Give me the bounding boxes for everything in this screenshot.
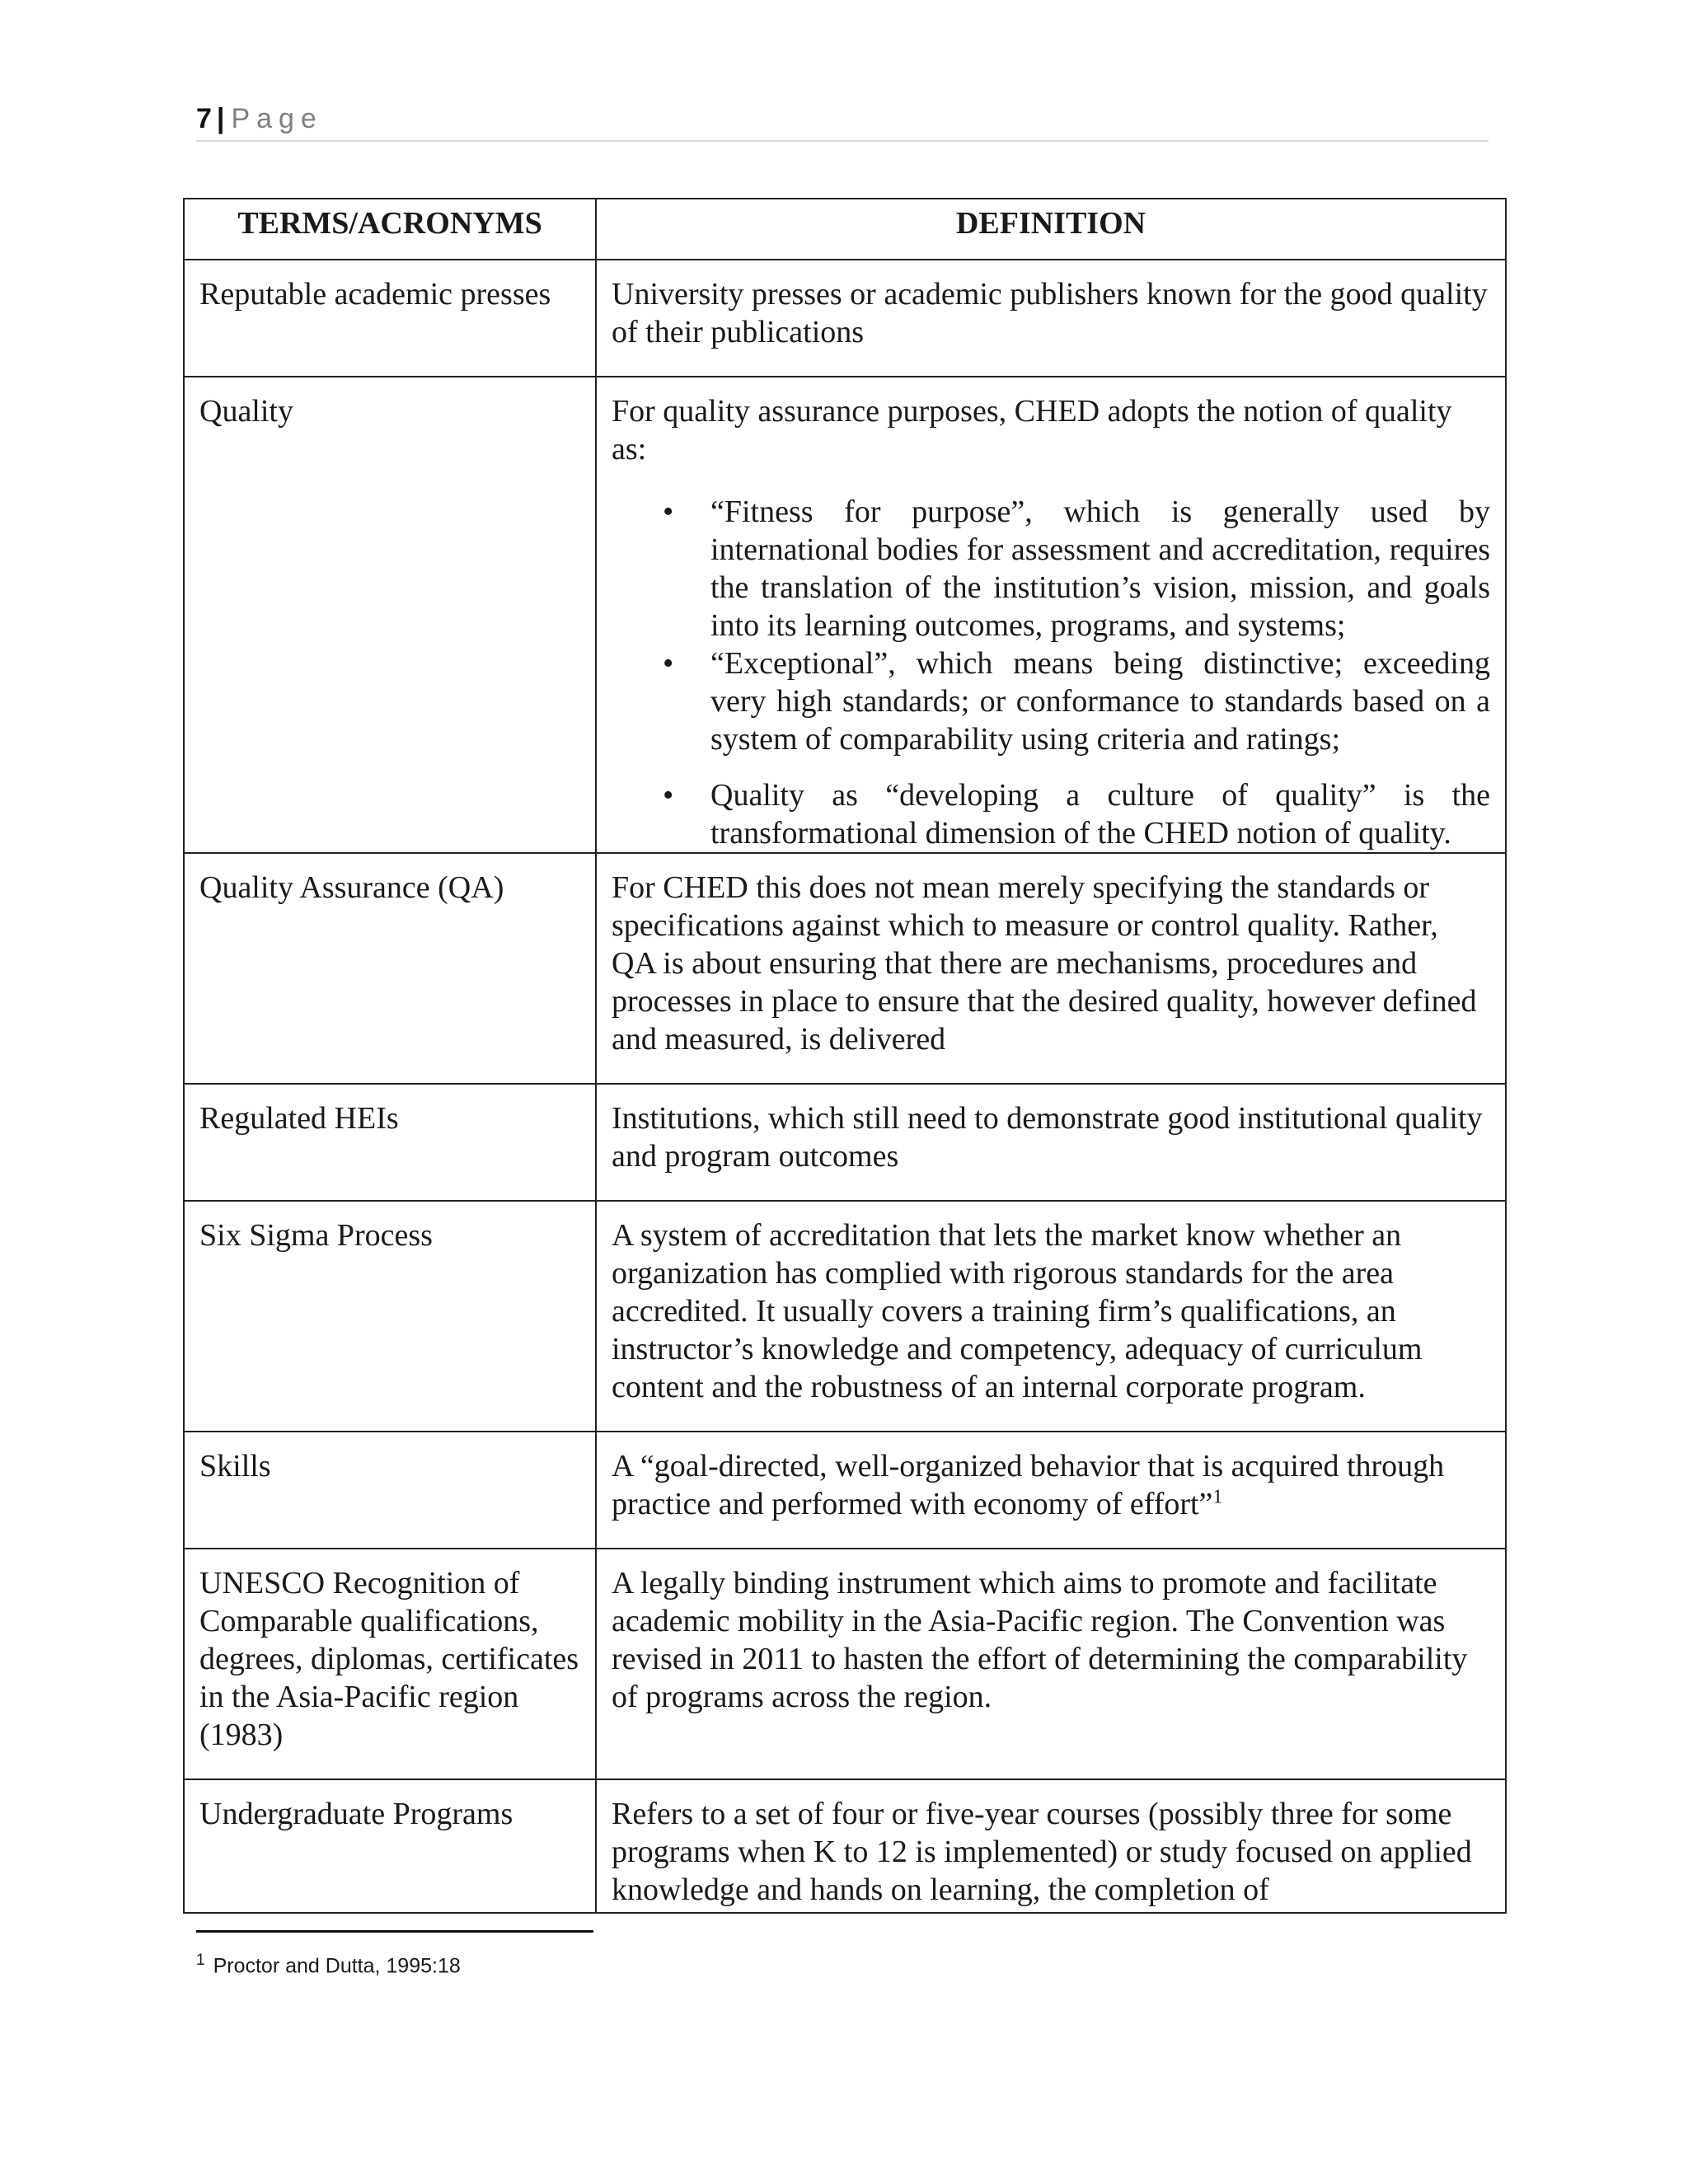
term-cell: Reputable academic presses	[184, 260, 596, 377]
definition-cell: Refers to a set of four or five-year courses (possibly three for some programs when K to 12 is implemented) or study focused on applied knowledge and hands on learning, the completion of	[596, 1779, 1506, 1913]
quality-bullet-list	[612, 493, 1490, 852]
table-row	[184, 1779, 1506, 1913]
table-row	[184, 377, 1506, 853]
definition-cell: For CHED this does not mean merely specifying the standards or specifications against which to measure or control quality. Rather, QA is about ensuring that there are mechanisms, procedures and processes in place to ensure that the desired quality, however defined and measured, is delivered	[596, 853, 1506, 1084]
table-row	[184, 1549, 1506, 1779]
list-item	[663, 493, 1490, 644]
definition-cell: A legally binding instrument which aims to promote and facilitate academic mobility in the Asia-Pacific region. The Convention was revised in 2011 to hasten the effort of determining the comparability of programs across the region.	[596, 1549, 1506, 1779]
column-header-terms: TERMS/ACRONYMS	[184, 199, 596, 260]
list-item-text: “Exceptional”, which means being distinctive; exceeding very high standards; or conformance to standards based on a system of comparability using criteria and ratings;	[710, 646, 1490, 757]
term-cell: Regulated HEIs	[184, 1084, 596, 1201]
footnote-divider	[196, 1930, 593, 1933]
footnote	[196, 1947, 461, 1980]
definition-cell: A system of accreditation that lets the market know whether an organization has complied with rigorous standards for the area accredited. It usually covers a training firm’s qualifications, an instructor’s knowledge and competency, adequacy of curriculum content and the robustness of an internal corporate program.	[596, 1201, 1506, 1432]
bullet-icon: •	[663, 778, 674, 813]
bullet-icon: •	[663, 646, 674, 681]
list-item	[663, 776, 1490, 852]
list-item-text: “Fitness for purpose”, which is generally used by international bodies for assessment and accreditation, requires the translation of the institution’s vision, mission, and goals into its learning outcomes, programs, and systems;	[710, 494, 1490, 643]
term-cell: UNESCO Recognition of Comparable qualifications, degrees, diplomas, certificates in the Asia-Pacific region (1983)	[184, 1549, 596, 1779]
definition-cell	[596, 1432, 1506, 1549]
term-cell: Quality Assurance (QA)	[184, 853, 596, 1084]
term-cell: Undergraduate Programs	[184, 1779, 596, 1913]
definition-cell: Institutions, which still need to demonstrate good institutional quality and program outcomes	[596, 1084, 1506, 1201]
definition-cell	[596, 377, 1506, 853]
table-row	[184, 853, 1506, 1084]
list-item-text: Quality as “developing a culture of quality” is the transformational dimension of the CHED notion of quality.	[710, 778, 1490, 851]
term-cell: Skills	[184, 1432, 596, 1549]
table-header-row	[184, 199, 1506, 260]
term-cell: Quality	[184, 377, 596, 853]
definition-cell: University presses or academic publishers known for the good quality of their publications	[596, 260, 1506, 377]
footnote-number: 1	[196, 1952, 205, 1969]
definition-text: A “goal-directed, well-organized behavior that is acquired through practice and performed with economy of effort”	[612, 1449, 1445, 1521]
table-row	[184, 1084, 1506, 1201]
table-row	[184, 260, 1506, 377]
table-row	[184, 1201, 1506, 1432]
page-header	[196, 97, 1489, 142]
list-item	[663, 644, 1490, 758]
column-header-definition: DEFINITION	[596, 199, 1506, 260]
page-number: 7	[196, 103, 212, 134]
bullet-icon: •	[663, 494, 674, 529]
footnote-text: Proctor and Dutta, 1995:18	[213, 1954, 461, 1978]
page-separator: |	[216, 103, 225, 134]
page-label: Page	[231, 103, 323, 134]
term-cell: Six Sigma Process	[184, 1201, 596, 1432]
terms-table	[183, 198, 1507, 1914]
definition-intro: For quality assurance purposes, CHED adopts the notion of quality as:	[612, 394, 1452, 466]
footnote-reference: 1	[1212, 1486, 1223, 1508]
table-row	[184, 1432, 1506, 1549]
